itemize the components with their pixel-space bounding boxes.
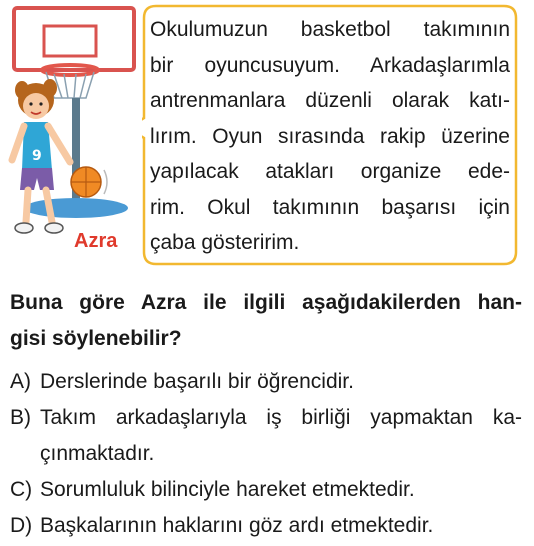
bubble-line: rim. Okul takımının başarısı için [150,195,510,219]
option-text: Takım arkadaşlarıyla iş birliği yapmaktan ka- [40,406,522,429]
option-d[interactable] [10,508,522,544]
option-letter: C) [10,478,33,501]
bubble-line: yapılacak atakları organize ede- [150,160,510,183]
question-line: Buna göre Azra ile ilgili aşağıdakilerden han- [10,291,522,314]
option-letter: D) [10,514,33,537]
option-c[interactable] [10,472,522,508]
option-text: Başkalarının haklarını göz ardı etmektedir. [40,514,434,537]
option-text-continued: çınmaktadır. [40,442,155,465]
option-b[interactable] [10,400,522,472]
girl-basketball-icon [4,2,142,264]
svg-text:9: 9 [32,148,42,164]
bubble-line: Okulumuzun basketbol takımının [150,18,510,41]
bubble-line: bir oyuncusuyum. Arkadaşlarımla [150,53,510,77]
character-name: Azra [74,230,118,252]
option-a[interactable] [10,364,522,400]
question-line: gisi söylenebilir? [10,327,182,350]
option-text: Sorumluluk bilinciyle hareket etmektedir. [40,478,415,501]
speech-bubble [142,4,516,266]
option-letter: B) [10,406,31,429]
bubble-line: antrenmanlara düzenli olarak katı- [150,89,510,112]
option-text: Derslerinde başarılı bir öğrencidir. [40,370,354,393]
bubble-line: çaba gösteririm. [150,231,300,254]
question-stem [10,285,522,357]
answer-options [10,364,522,544]
speech-bubble-text [150,12,510,261]
girl-basketball-illustration [4,2,142,264]
option-letter: A) [10,370,31,393]
bubble-line: lırım. Oyun sırasında rakip üzerine [150,124,510,148]
